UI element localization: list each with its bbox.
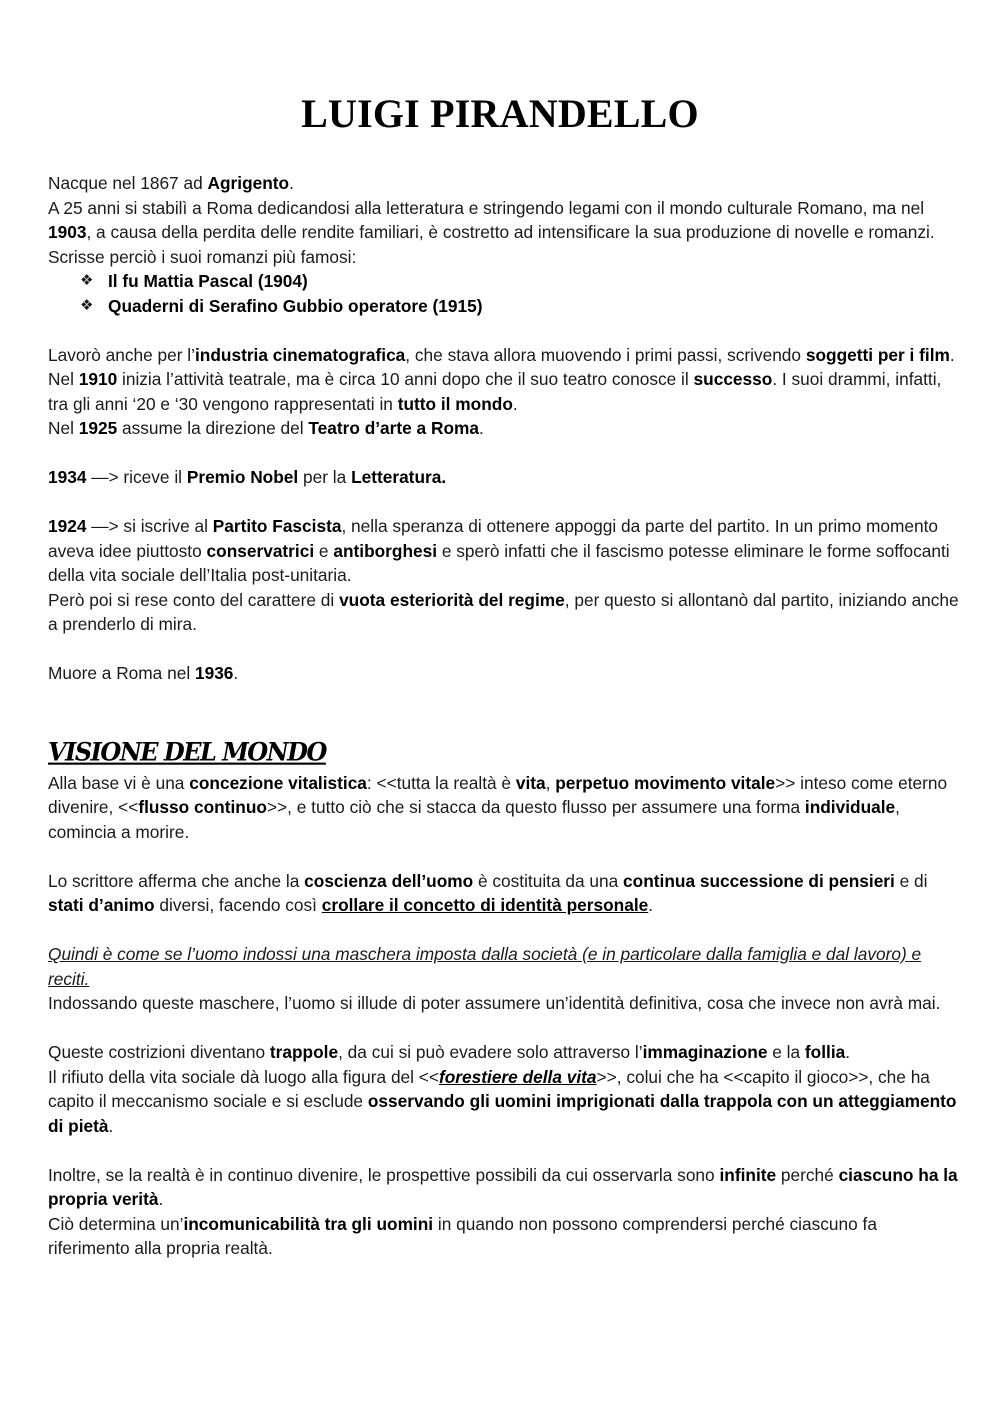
novel-title: Quaderni di Serafino Gubbio operatore (1915) xyxy=(108,295,483,316)
novels-list xyxy=(48,269,960,318)
diamond-bullet-icon: ❖ xyxy=(80,272,94,289)
birth-paragraph xyxy=(48,171,960,196)
bold-text: Partito Fascista xyxy=(212,516,342,536)
bold-text: vuota esteriorità del regime xyxy=(339,589,565,610)
text-span: >>, colui che ha <<capito il gioco>>, che ha capito il meccanismo sociale e si esclude xyxy=(48,1066,930,1111)
text-span: , xyxy=(545,772,556,793)
bold-text: industria cinematografica xyxy=(194,344,406,365)
spacer xyxy=(48,490,960,515)
spacer xyxy=(48,918,960,943)
text-span: . xyxy=(108,1115,114,1136)
bold-text: coscienza dell’uomo xyxy=(304,870,474,891)
text-span: Muore a Roma nel xyxy=(48,663,195,683)
text-span: . xyxy=(845,1042,851,1062)
bold-text: 1925 xyxy=(78,418,118,438)
section-title: VISIONE DEL MONDO xyxy=(48,735,326,767)
vitalism-paragraph xyxy=(48,771,960,845)
bold-text: infinite xyxy=(719,1164,777,1185)
text-span: . xyxy=(512,393,518,414)
text-span: Lo scrittore afferma che anche la xyxy=(48,870,305,891)
bold-text: Teatro d’arte a Roma xyxy=(308,418,479,438)
text-span: —> riceve il xyxy=(86,467,187,487)
mask-paragraph: Quindi è come se l’uomo indossi una maschera imposta dalla società (e in particolare dalla famiglia e dal lavoro) e reciti. xyxy=(48,944,922,989)
bold-text: individuale xyxy=(804,797,896,817)
text-span: Nel xyxy=(48,369,79,389)
bold-text: antiborghesi xyxy=(333,540,438,561)
text-span: , a causa della perdita delle rendite familiari, è costretto ad intensificare la sua produzione di novelle e romanzi. xyxy=(86,222,935,242)
bold-text: follia xyxy=(804,1042,846,1062)
diamond-bullet-icon: ❖ xyxy=(80,296,94,314)
text-span: Però poi si rese conto del carattere di xyxy=(48,589,340,610)
text-span: in quando non possono comprendersi perché ciascuno fa riferimento alla propria realtà. xyxy=(48,1213,877,1258)
bold-text: osservando gli uomini imprigionati dalla trappola con un atteggiamento di pietà xyxy=(48,1091,957,1136)
nobel-paragraph xyxy=(48,465,960,490)
text-span: inizia l’attività teatrale, ma è circa 10 anni dopo che il suo teatro conosce il xyxy=(117,369,694,389)
text-span: Alla base vi è una xyxy=(48,772,190,793)
text-span: . xyxy=(648,895,654,915)
text-span: >> inteso come eterno divenire, << xyxy=(48,772,948,817)
bold-text: stati d’animo xyxy=(48,895,155,915)
spacer xyxy=(48,844,960,869)
bold-text: tutto il mondo xyxy=(397,393,513,414)
traps-paragraph xyxy=(48,1040,960,1065)
bold-text: incomunicabilità tra gli uomini xyxy=(183,1213,434,1234)
novel-title: Il fu Mattia Pascal (1904) xyxy=(108,271,308,291)
spacer xyxy=(48,1138,960,1163)
text-span: Inoltre, se la realtà è in continuo divenire, le prospettive possibili da cui osservarla sono xyxy=(48,1164,720,1185)
text-span: è costituita da una xyxy=(473,870,624,891)
text-span: per la xyxy=(298,467,352,487)
text-span: , che stava allora muovendo i primi passi, scrivendo xyxy=(405,344,806,365)
theatre-paragraph xyxy=(48,367,960,416)
text-span: . xyxy=(478,418,484,438)
text-span: Nel xyxy=(48,418,79,438)
bold-text: trappole xyxy=(269,1042,339,1062)
spacer xyxy=(48,1016,960,1041)
cinema-paragraph xyxy=(48,343,960,368)
text-span: : <<tutta la realtà è xyxy=(366,772,516,793)
text-span: . xyxy=(949,344,955,365)
list-item xyxy=(80,294,960,319)
text-span: e la xyxy=(767,1042,805,1062)
bold-text: 1924 xyxy=(48,516,87,536)
bold-text: 1934 xyxy=(48,467,87,487)
incommunicability-paragraph xyxy=(48,1212,960,1261)
bold-text: soggetti per i film xyxy=(805,344,950,365)
stranger-paragraph xyxy=(48,1065,960,1139)
masks-paragraph: Indossando queste maschere, l’uomo si illude di poter assumere un’identità definitiva, cosa che invece non avrà mai. xyxy=(48,993,941,1013)
bold-text: successo xyxy=(693,369,773,389)
spacer xyxy=(48,637,960,662)
text-span: Lavorò anche per l’ xyxy=(48,344,195,365)
direction-paragraph xyxy=(48,416,960,441)
truth-paragraph xyxy=(48,1163,960,1212)
text-span: >>, e tutto ciò che si stacca da questo flusso per assumere una forma xyxy=(266,797,805,817)
fascism-paragraph xyxy=(48,514,960,588)
text-span: Il rifiuto della vita sociale dà luogo alla figura del << xyxy=(48,1066,439,1087)
document-body xyxy=(48,171,960,1261)
text-span: e di xyxy=(894,870,928,891)
bold-text: ciascuno ha la propria verità xyxy=(48,1164,958,1209)
text-span: diversi, facendo così xyxy=(154,895,322,915)
text-span: A 25 anni si stabilì a Roma dedicandosi alla letteratura e stringendo legami con il mondo culturale Romano, ma nel xyxy=(48,197,925,218)
bold-text: 1910 xyxy=(78,369,118,389)
text-span: . xyxy=(233,663,239,683)
conscience-paragraph xyxy=(48,869,960,918)
text-span: Ciò determina un’ xyxy=(48,1213,184,1234)
death-paragraph xyxy=(48,661,960,686)
bold-text: immaginazione xyxy=(642,1042,768,1062)
text-span: assume la direzione del xyxy=(117,418,309,438)
text-span: —> si iscrive al xyxy=(86,516,213,536)
text-span: perché xyxy=(776,1164,839,1185)
spacer xyxy=(48,441,960,466)
bold-text: vita xyxy=(515,772,546,793)
spacer xyxy=(48,318,960,343)
text-span: . xyxy=(289,173,294,193)
bold-text: 1903 xyxy=(48,222,87,242)
text-span: Queste costrizioni diventano xyxy=(48,1042,270,1062)
novels-intro: Scrisse perciò i suoi romanzi più famosi: xyxy=(48,246,357,267)
bold-text: flusso continuo xyxy=(138,797,267,817)
text-span: , nella speranza di ottenere appoggi da parte del partito. In un primo momento aveva idee piuttosto xyxy=(48,516,939,561)
text-span: . xyxy=(158,1189,164,1209)
text-span: e sperò infatti che il fascismo potesse eliminare le forme soffocanti della vita sociale dell’Italia post-unitaria. xyxy=(48,540,950,585)
text-span: , da cui si può evadere solo attraverso l’ xyxy=(338,1042,643,1062)
underlined-bold-text: crollare il concetto di identità personale xyxy=(321,895,649,915)
page-title: LUIGI PIRANDELLO xyxy=(301,91,699,136)
bold-text: Letteratura. xyxy=(351,467,447,487)
bold-text: perpetuo movimento vitale xyxy=(555,772,776,793)
text-span: , per questo si allontanò dal partito, iniziando anche a prenderlo di mira. xyxy=(48,589,959,634)
bold-text: Premio Nobel xyxy=(186,467,299,487)
bold-text: 1936 xyxy=(194,663,234,683)
text-span: Nacque nel 1867 ad xyxy=(48,173,208,193)
bold-text: Agrigento xyxy=(207,173,290,193)
bold-text: conservatrici xyxy=(206,540,315,561)
bold-text: continua successione di pensieri xyxy=(623,870,895,891)
list-item xyxy=(80,269,960,294)
italic-underlined-bold-text: forestiere della vita xyxy=(439,1066,597,1087)
text-span: . I suoi drammi, infatti, tra gli anni ‘20 e ‘30 vengono rappresentati in xyxy=(48,369,942,414)
rome-paragraph xyxy=(48,196,960,245)
text-span: e xyxy=(314,540,334,561)
spacer xyxy=(48,686,960,735)
text-span: , comincia a morire. xyxy=(48,797,900,842)
regime-paragraph xyxy=(48,588,960,637)
bold-text: concezione vitalistica xyxy=(189,772,367,793)
